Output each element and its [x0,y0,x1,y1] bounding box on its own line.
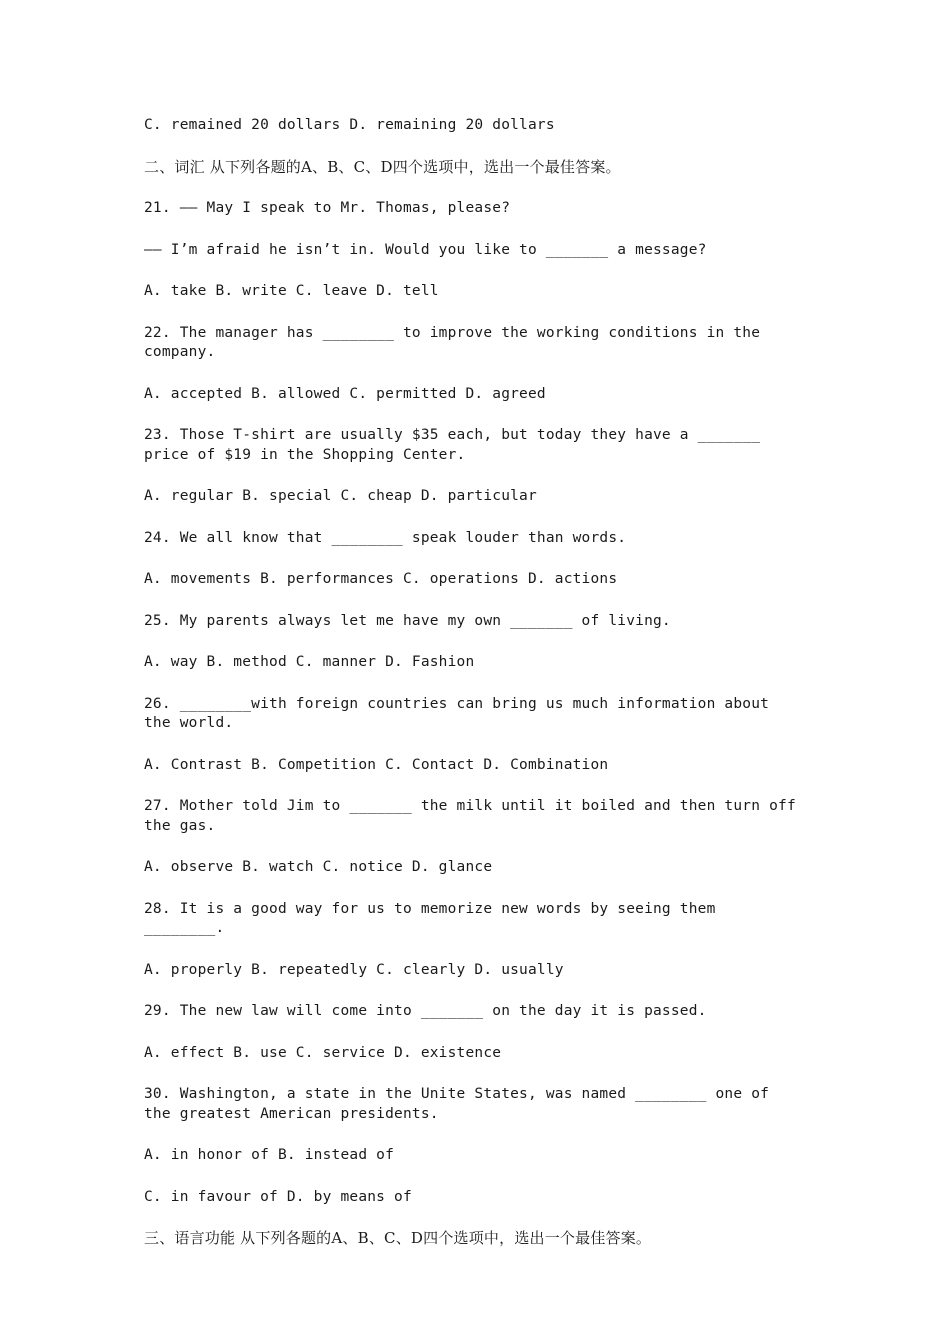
section-heading-language-function: 三、语言功能 从下列各题的A、B、C、D四个选项中，选出一个最佳答案。 [144,1229,652,1247]
question-30: 30. Washington, a state in the Unite States, was named ________ one of the greatest American presidents. [144,1086,779,1122]
question-28: 28. It is a good way for us to memorize new words by seeing them ________. [144,900,725,936]
question-27-options: A. observe B. watch C. notice D. glance [144,859,493,875]
question-23: 23. Those T-shirt are usually $35 each, but today they have a _______ price of $19 in the Shopping Center. [144,427,770,463]
section-heading-vocabulary: 二、词汇 从下列各题的A、B、C、D四个选项中，选出一个最佳答案。 [144,157,621,176]
question-22: 22. The manager has ________ to improve the working conditions in the company. [144,324,770,360]
question-25: 25. My parents always let me have my own _______ of living. [144,612,671,629]
question-22-options: A. accepted B. allowed C. permitted D. agreed [144,385,546,402]
question-24: 24. We all know that ________ speak louder than words. [144,529,627,546]
question-21-line-2: —— I’m afraid he isn’t in. Would you like to _______ a message? [144,241,707,258]
question-29-options: A. effect B. use C. service D. existence [144,1044,502,1061]
question-27: 27. Mother told Jim to _______ the milk until it boiled and then turn off the gas. [144,798,805,834]
option-line-c-d-prev: C. remained 20 dollars D. remaining 20 dollars [144,117,555,133]
question-25-options: A. way B. method C. manner D. Fashion [144,654,475,670]
question-21-options: A. take B. write C. leave D. tell [144,283,439,299]
question-30-options-a-b: A. in honor of B. instead of [144,1147,395,1163]
question-29: 29. The new law will come into _______ on the day it is passed. [144,1003,707,1019]
question-26: 26. ________with foreign countries can bring us much information about the world. [144,695,779,731]
question-24-options: A. movements B. performances C. operations D. actions [144,571,618,587]
question-21-line-1: 21. —— May I speak to Mr. Thomas, please? [144,200,511,216]
document-body [144,116,804,1271]
question-23-options: A. regular B. special C. cheap D. particular [144,488,537,504]
question-30-options-c-d: C. in favour of D. by means of [144,1188,412,1205]
question-28-options: A. properly B. repeatedly C. clearly D. usually [144,961,564,978]
question-26-options: A. Contrast B. Competition C. Contact D. Combination [144,756,609,773]
